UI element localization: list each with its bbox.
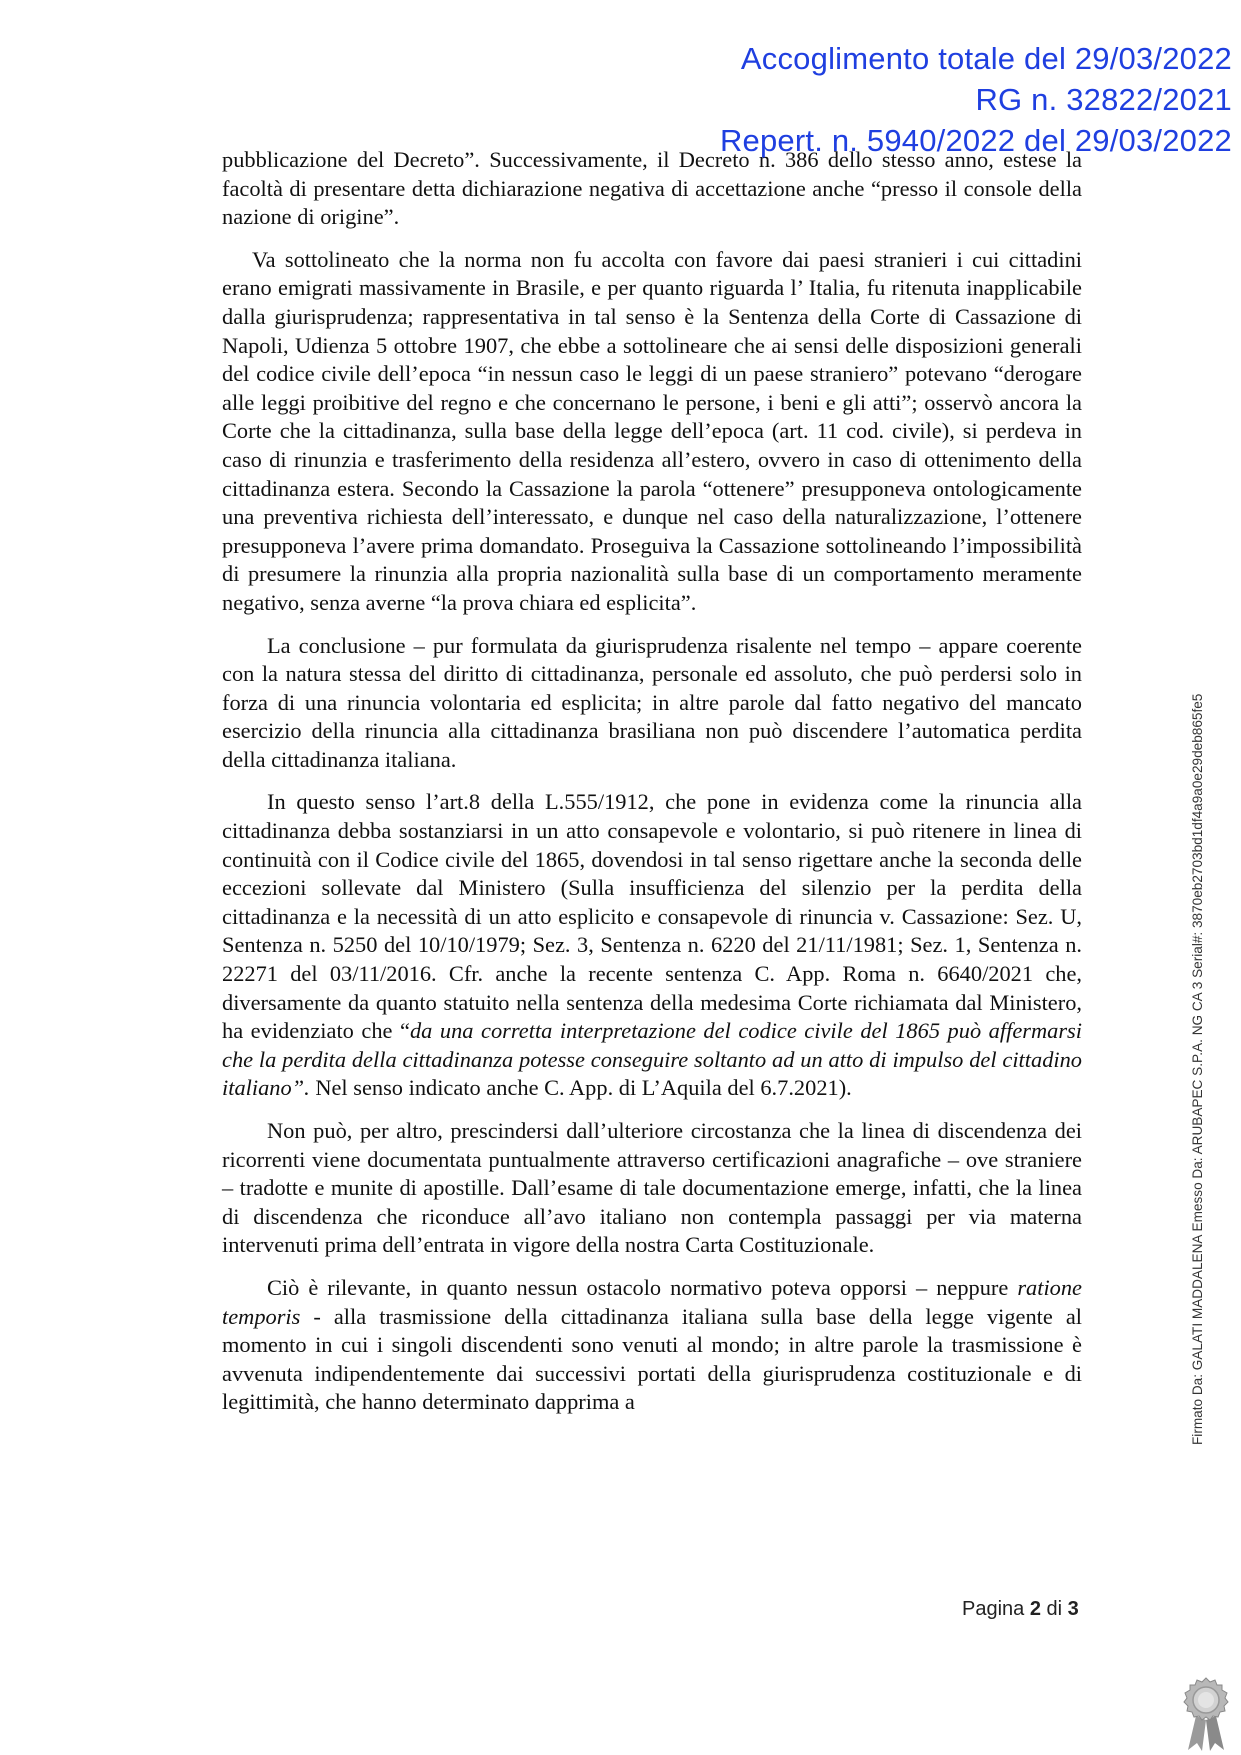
- paragraph-4-text: In questo senso l’art.8 della L.555/1912, che pone in evidenza come la rinuncia alla cittadinanza debba sostanziarsi in un atto consapevole e volontario, si può ritenere in linea di continuità con il Codice civile del 1865, dovendosi in tal senso rigettare anche la seconda delle eccezioni sollevate dal Ministero (Sulla insufficienza del silenzio per la perdita della cittadinanza e la necessità di un atto esplicito e consapevole di rinuncia v. Cassazione: Sez. U, Sentenza n. 5250 del 10/10/1979; Sez. 3, Sentenza n. 6220 del 21/11/1981; Sez. 1, Sentenza n. 22271 del 03/11/2016. Cfr. anche la recente sentenza C. App. Roma n. 6640/2021 che, diversamente da quanto statuito nella sentenza della medesima Corte richiamata dal Ministero, ha evidenziato che “: [222, 789, 1082, 1044]
- document-body: [222, 146, 1082, 1431]
- paragraph-2: Va sottolineato che la norma non fu accolta con favore dai paesi stranieri i cui cittadini erano emigrati massivamente in Brasile, e per quanto riguarda l’ Italia, fu ritenuta inapplicabile dalla giurisprudenza; rappresentativa in tal senso è la Sentenza della Corte di Cassazione di Napoli, Udienza 5 ottobre 1907, che ebbe a sottolineare che ai sensi delle disposizioni generali del codice civile dell’epoca “in nessun caso le leggi di un paese straniero” potevano “derogare alle leggi proibitive del regno e che concernano le persone, i beni e gli atti”; osservò ancora la Corte che la cittadinanza, sulla base della legge dell’epoca (art. 11 cod. civile), si perdeva in caso di rinunzia e trasferimento della residenza all’estero, ovvero in caso di ottenimento della cittadinanza estera. Secondo la Cassazione la parola “ottenere” presupponeva ontologicamente una preventiva richiesta dell’interessato, e dunque nel caso della naturalizzazione, l’ottenere presupponeva l’avere prima domandato. Proseguiva la Cassazione sottolineando l’impossibilità di presumere la rinunzia alla propria nazionalità sulla base di un comportamento meramente negativo, senza averne “la prova chiara ed esplicita”.: [222, 246, 1082, 615]
- paragraph-6: [222, 1274, 1082, 1417]
- stamp-rg-number: RG n. 32822/2021: [975, 82, 1232, 117]
- paragraph-6-latin: ratione temporis: [222, 1274, 1082, 1329]
- paragraph-6-text: Ciò è rilevante, in quanto nessun ostacolo normativo poteva opporsi – neppure: [267, 1274, 1018, 1300]
- registration-stamp: [720, 38, 1232, 161]
- paragraph-5: Non può, per altro, prescindersi dall’ulteriore circostanza che la linea di discendenza dei ricorrenti viene documentata puntualmente attraverso certificazioni anagrafiche – ove straniere – tradotte e munite di apostille. Dall’esame di tale documentazione emerge, infatti, che la linea di discendenza che riconduce all’avo italiano non contempla passaggi per via materna intervenuti prima dell’entrata in vigore della nostra Carta Costituzionale.: [222, 1118, 1082, 1258]
- paragraph-4: [222, 788, 1082, 1103]
- paragraph-3: La conclusione – pur formulata da giurisprudenza risalente nel tempo – appare coerente con la natura stessa del diritto di cittadinanza, personale ed assoluto, che può perdersi solo in forza di una rinuncia volontaria ed esplicita; in altre parole dal fatto negativo del mancato esercizio della rinuncia alla cittadinanza brasiliana non può discendere l’automatica perdita della cittadinanza italiana.: [222, 632, 1082, 772]
- paragraph-6-tail: - alla trasmissione della cittadinanza italiana sulla base della legge vigente al momento in cui i singoli discendenti sono venuti al mondo; in altre parole la trasmissione è avvenuta indipendentemente dai successivi portati della giurisprudenza costituzionale e di legittimità, che hanno determinato dapprima a: [222, 1303, 1082, 1415]
- paragraph-4-quote: da una corretta interpretazione del codice civile del 1865 può affermarsi che la perdita della cittadinanza potesse conseguire soltanto ad un atto di impulso del cittadino italiano”.: [222, 1018, 1082, 1101]
- stamp-repertory: Repert. n. 5940/2022 del 29/03/2022: [719, 123, 1232, 158]
- paragraph-4-tail: Nel senso indicato anche C. App. di L’Aquila del 6.7.2021).: [309, 1075, 852, 1101]
- page-label: Pagina: [962, 1598, 1025, 1620]
- page-separator: di: [1046, 1598, 1063, 1620]
- paragraph-1: pubblicazione del Decreto”. Successivamente, il Decreto n. 386 dello stesso anno, estese la facoltà di presentare detta dichiarazione negativa di accettazione anche “presso il console della nazione di origine”.: [222, 147, 1082, 230]
- page-total: 3: [1067, 1598, 1079, 1620]
- certification-seal-icon: [1180, 1676, 1232, 1752]
- digital-signature-text: Firmato Da: GALATI MADDALENA Emesso Da: ARUBAPEC S.P.A. NG CA 3 Serial#: 3870eb2703bd1df4a9a0e29deb865fe5: [1190, 693, 1205, 1445]
- stamp-outcome: Accoglimento totale del 29/03/2022: [740, 41, 1232, 76]
- page-number: [962, 1598, 1079, 1621]
- page-current: 2: [1029, 1598, 1041, 1620]
